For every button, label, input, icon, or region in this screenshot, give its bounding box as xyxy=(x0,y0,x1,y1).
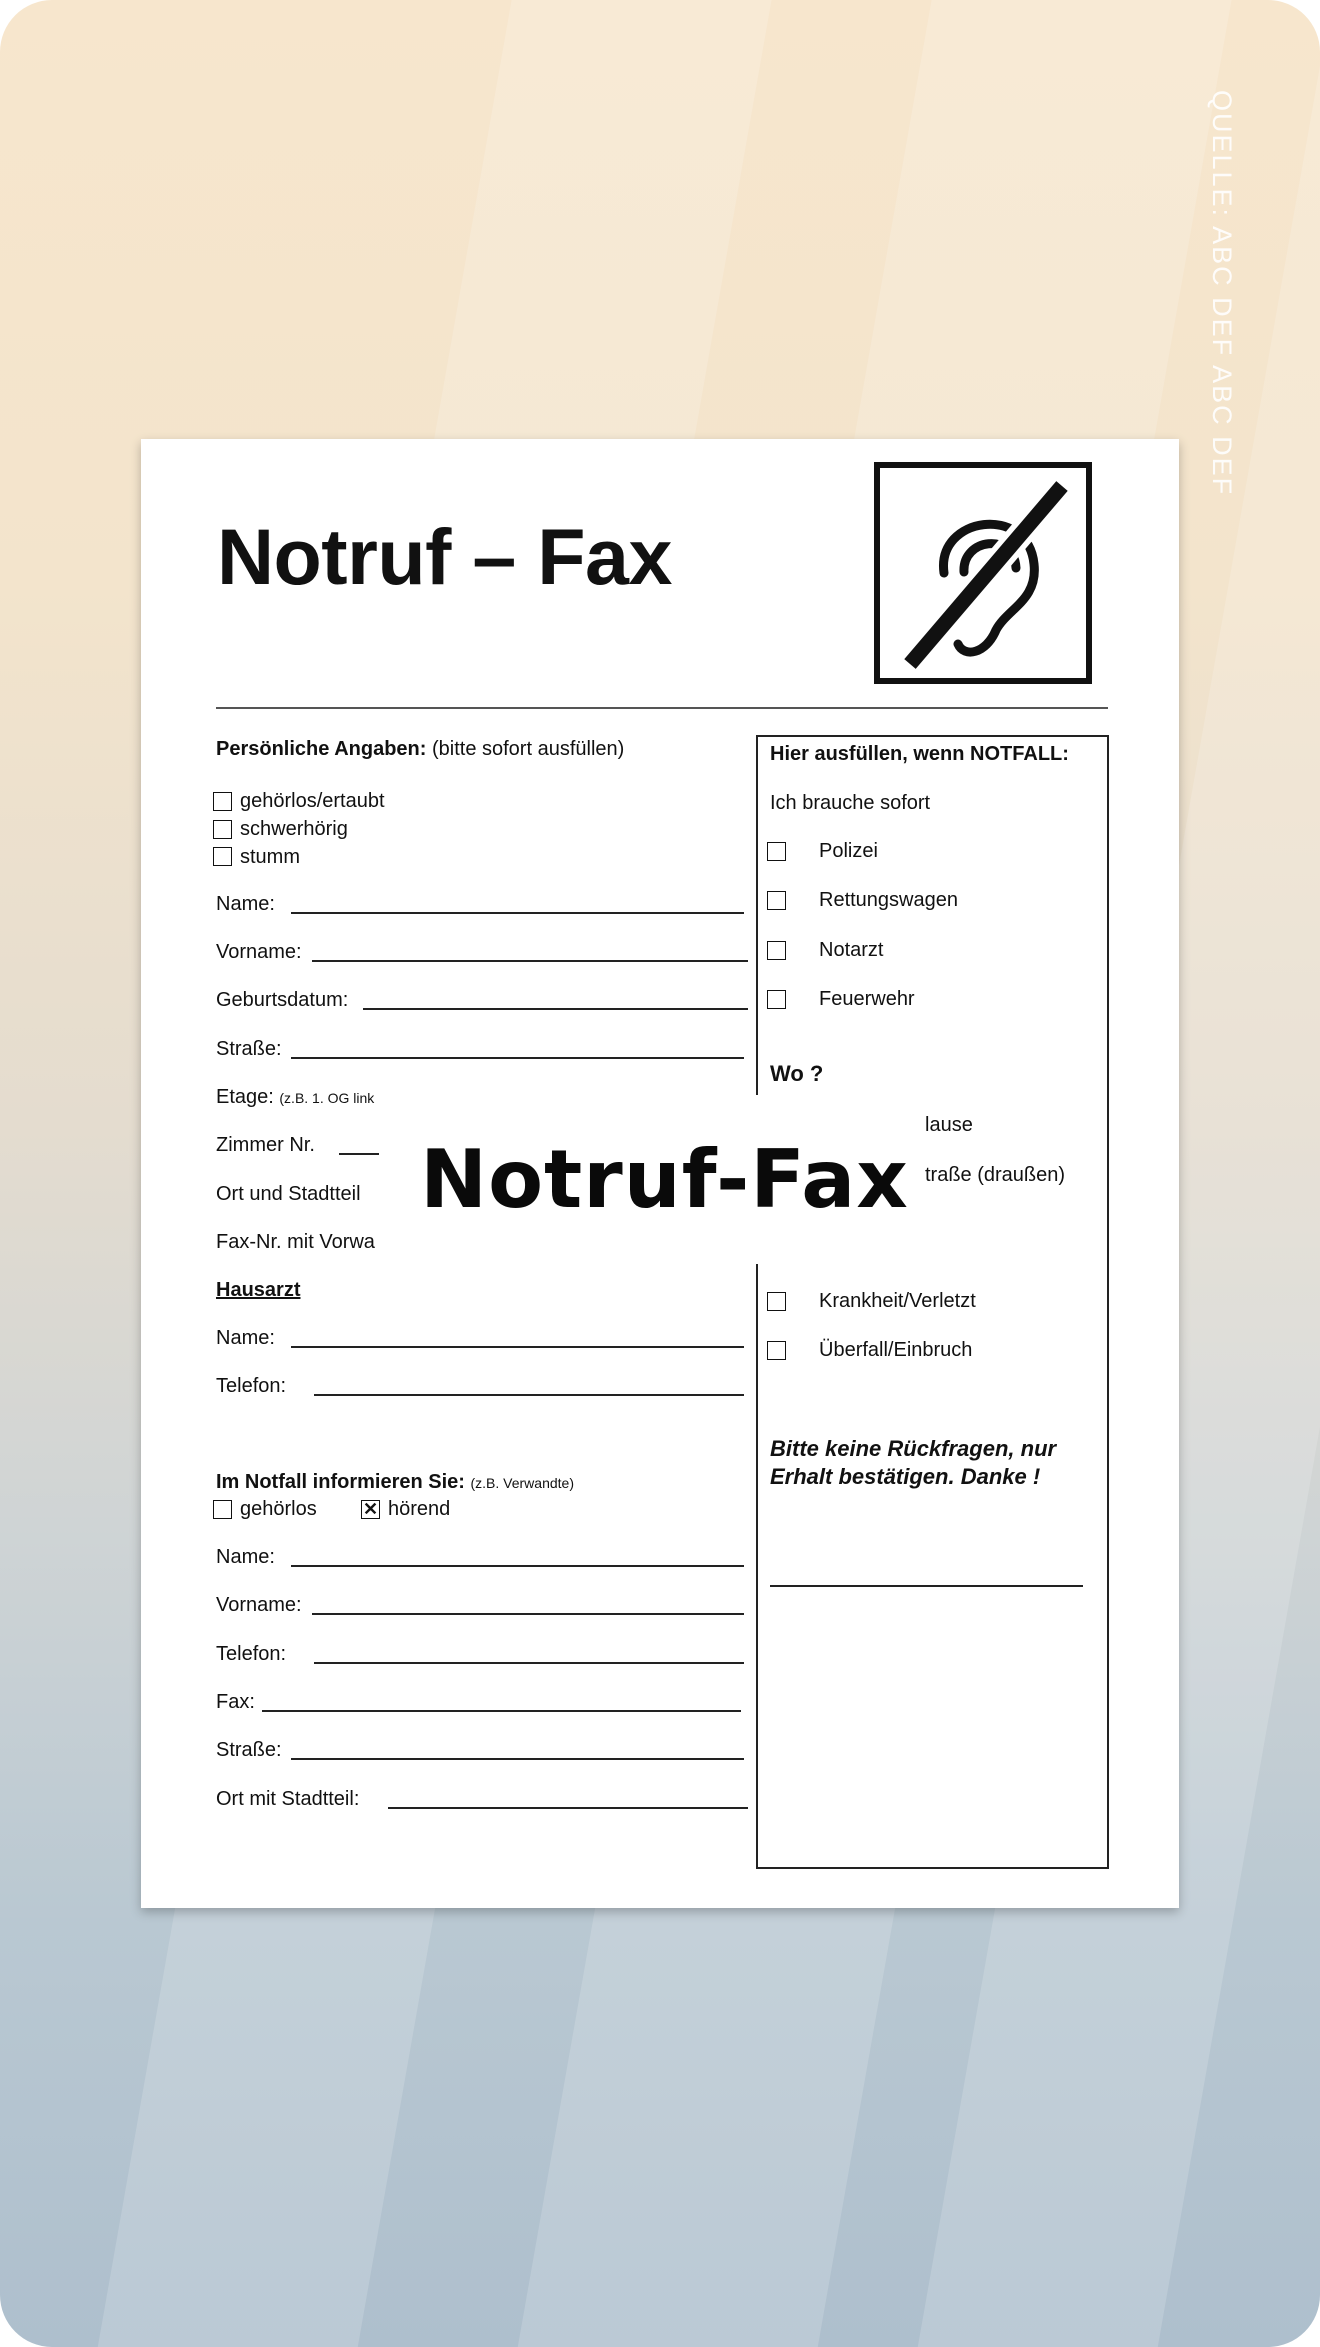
no-questions-note-line1: Bitte keine Rückfragen, nur xyxy=(770,1436,1057,1461)
overlay-label-box xyxy=(412,1095,917,1264)
form-title: Notruf – Fax xyxy=(217,512,672,601)
contact-street-line[interactable] xyxy=(291,1758,744,1760)
checkbox-deaf[interactable] xyxy=(213,792,232,811)
option-label: stumm xyxy=(240,846,300,868)
no-questions-note-line2: Erhalt bestätigen. Danke ! xyxy=(770,1464,1041,1489)
checkbox-hard-of-hearing[interactable] xyxy=(213,820,232,839)
field-label: Geburtsdatum: xyxy=(216,989,349,1011)
personal-heading: Persönliche Angaben: xyxy=(216,738,427,760)
contact-heading: Im Notfall informieren Sie: xyxy=(216,1471,465,1493)
option-label: gehörlos/ertaubt xyxy=(240,790,385,812)
city-label: Ort und Stadtteil xyxy=(216,1183,361,1205)
birthdate-field-line[interactable] xyxy=(363,1008,748,1010)
checkbox-fire-department[interactable] xyxy=(767,990,786,1009)
first-name-field-line[interactable] xyxy=(312,960,748,962)
checkbox-contact-deaf[interactable] xyxy=(213,1500,232,1519)
personal-heading-note: (bitte sofort ausfüllen) xyxy=(431,738,625,760)
floor-hint: (z.B. 1. OG link xyxy=(279,1090,375,1106)
reason-label: Krankheit/Verletzt xyxy=(819,1290,976,1312)
contact-city-line[interactable] xyxy=(388,1807,748,1809)
contact-name-line[interactable] xyxy=(291,1565,744,1567)
checkbox-mute[interactable] xyxy=(213,847,232,866)
checkbox-police[interactable] xyxy=(767,842,786,861)
checkbox-contact-hearing[interactable]: ✕ xyxy=(362,1499,379,1519)
signature-line[interactable] xyxy=(770,1585,1083,1587)
room-field-line[interactable] xyxy=(339,1153,379,1155)
contact-heading-row xyxy=(216,1472,574,1492)
floor-label-row xyxy=(216,1087,374,1107)
where-option-home: lause xyxy=(925,1114,973,1136)
service-label: Polizei xyxy=(819,840,878,862)
checkbox-emergency-doctor[interactable] xyxy=(767,941,786,960)
doctor-phone-line[interactable] xyxy=(314,1394,744,1396)
field-label: Straße: xyxy=(216,1739,282,1761)
need-label: Ich brauche sofort xyxy=(770,792,931,814)
street-field-line[interactable] xyxy=(291,1057,744,1059)
hearing-impaired-icon xyxy=(874,462,1092,684)
emergency-heading: Hier ausfüllen, wenn NOTFALL: xyxy=(770,743,1069,765)
reason-label: Überfall/Einbruch xyxy=(819,1339,973,1361)
service-label: Rettungswagen xyxy=(819,889,958,911)
field-label: Fax: xyxy=(216,1691,255,1713)
doctor-heading: Hausarzt xyxy=(216,1279,301,1301)
doctor-name-line[interactable] xyxy=(291,1346,744,1348)
contact-first-name-line[interactable] xyxy=(312,1613,744,1615)
header-divider xyxy=(216,707,1108,709)
field-label: Vorname: xyxy=(216,1594,302,1616)
room-label: Zimmer Nr. xyxy=(216,1134,315,1156)
floor-label: Etage: xyxy=(216,1086,274,1108)
contact-phone-line[interactable] xyxy=(314,1662,744,1664)
fax-label: Fax-Nr. mit Vorwa xyxy=(216,1231,375,1253)
service-label: Notarzt xyxy=(819,939,884,961)
where-heading: Wo ? xyxy=(770,1061,824,1086)
field-label: Straße: xyxy=(216,1038,282,1060)
contact-fax-line[interactable] xyxy=(262,1710,741,1712)
checkbox-ambulance[interactable] xyxy=(767,891,786,910)
option-label: schwerhörig xyxy=(240,818,348,840)
where-option-street: traße (draußen) xyxy=(925,1164,1066,1186)
field-label: Vorname: xyxy=(216,941,302,963)
field-label: Name: xyxy=(216,1327,275,1349)
field-label: Name: xyxy=(216,1546,275,1568)
field-label: Telefon: xyxy=(216,1375,287,1397)
checkbox-illness[interactable] xyxy=(767,1292,786,1311)
option-label: gehörlos xyxy=(240,1498,317,1520)
source-credit: QUELLE: ABC DEF ABC DEF xyxy=(1207,90,1237,497)
overlay-title: Notruf-Fax xyxy=(420,1133,909,1226)
option-label: hörend xyxy=(388,1498,451,1520)
fax-form-document[interactable] xyxy=(141,439,1179,1908)
name-field-line[interactable] xyxy=(291,912,744,914)
checkbox-robbery[interactable] xyxy=(767,1341,786,1360)
service-label: Feuerwehr xyxy=(819,988,915,1010)
field-label: Telefon: xyxy=(216,1643,287,1665)
field-label: Ort mit Stadtteil: xyxy=(216,1788,360,1810)
contact-heading-note: (z.B. Verwandte) xyxy=(470,1475,574,1491)
personal-heading-row xyxy=(216,739,624,759)
field-label: Name: xyxy=(216,893,275,915)
